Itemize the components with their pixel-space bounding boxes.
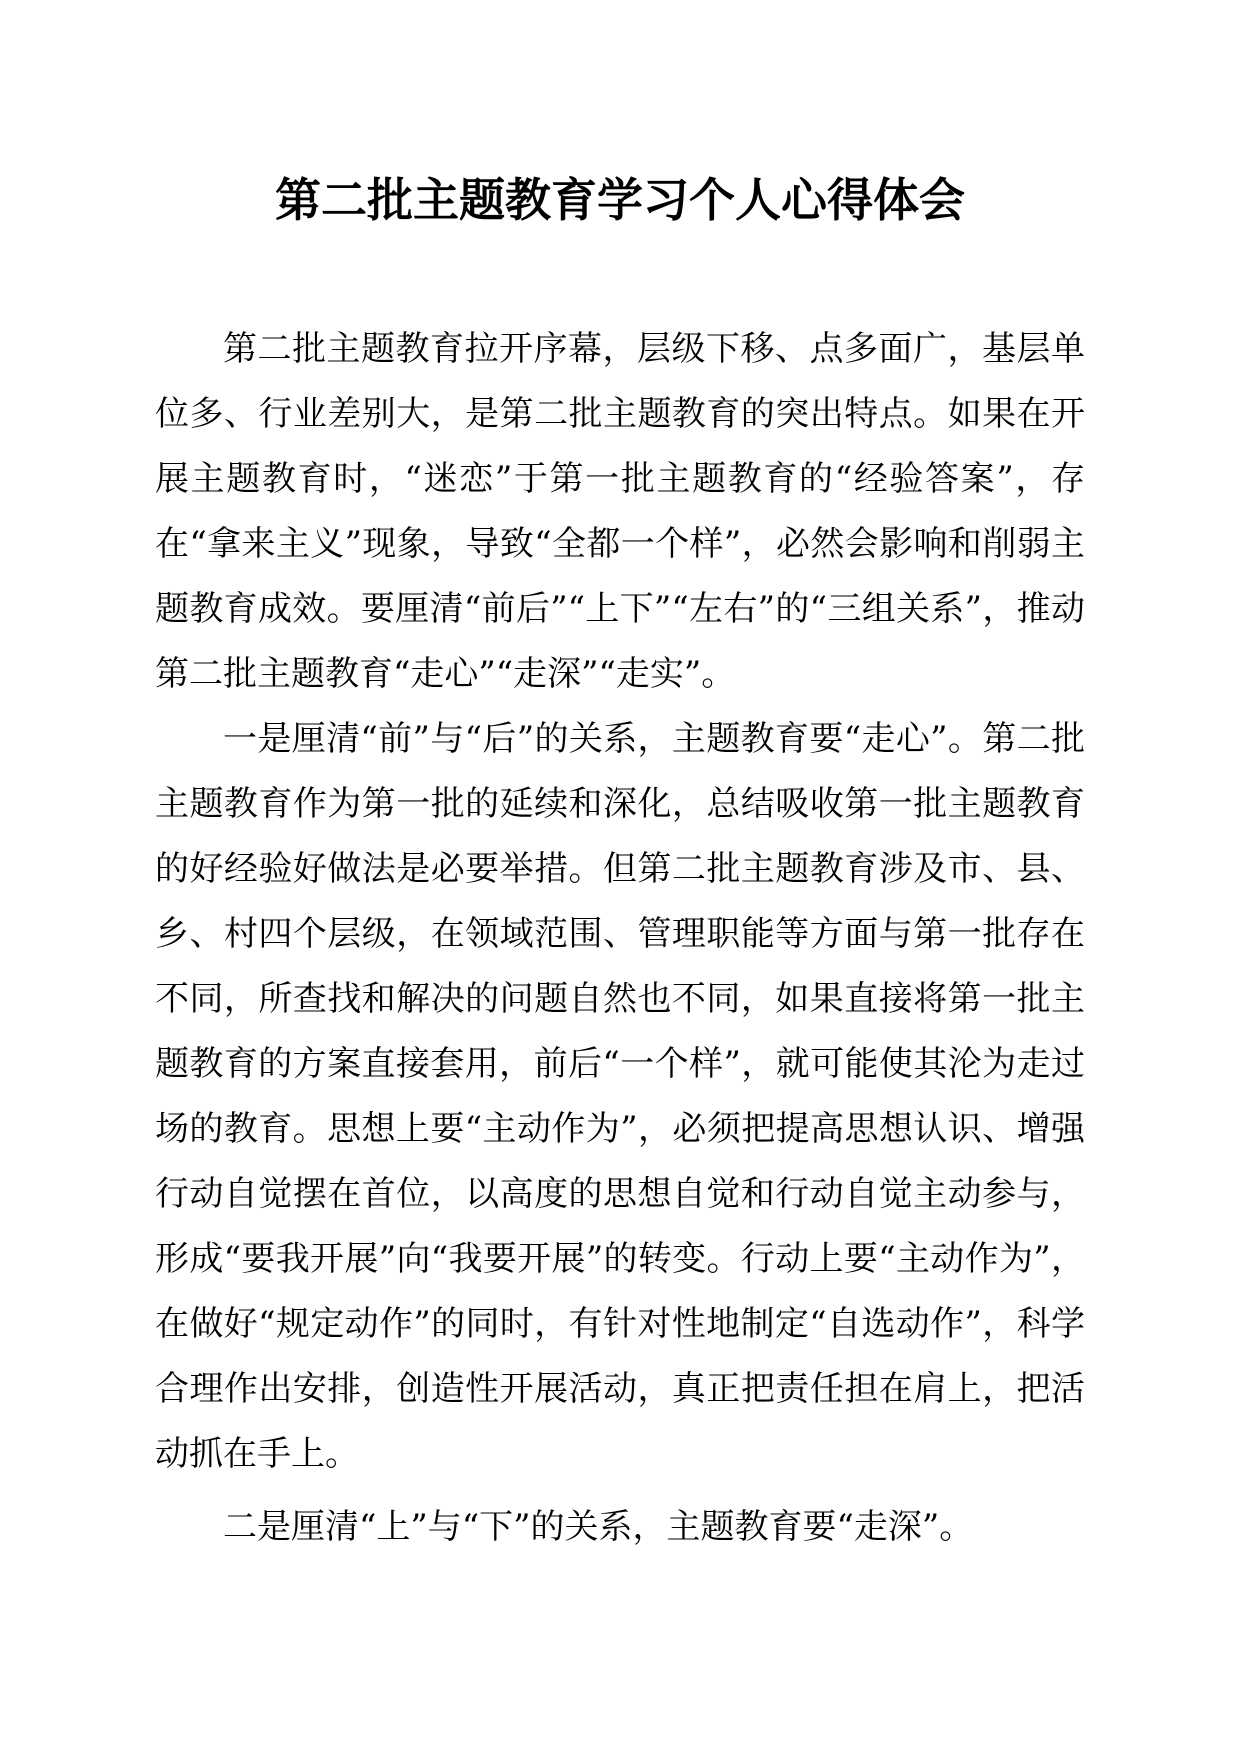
paragraph-intro: 第二批主题教育拉开序幕，层级下移、点多面广，基层单位多、行业差别大，是第二批主题教育的突出特点。如果在开展主题教育时，“迷恋”于第一批主题教育的“经验答案”，存在“拿来主义”现象，导致“全都一个样”，必然会影响和削弱主题教育成效。要厘清“前后”“上下”“左右”的“三组关系”，推动第二批主题教育“走心”“走深”“走实”。 <box>155 329 1085 694</box>
document-title: 第二批主题教育学习个人心得体会 <box>275 173 965 227</box>
paragraph-point-one: 一是厘清“前”与“后”的关系，主题教育要“走心”。第二批主题教育作为第一批的延续和深化，总结吸收第一批主题教育的好经验好做法是必要举措。但第二批主题教育涉及市、县、乡、村四个层级，在领域范围、管理职能等方面与第一批存在不同，所查找和解决的问题自然也不同，如果直接将第一批主题教育的方案直接套用，前后“一个样”，就可能使其沦为走过场的教育。思想上要“主动作为”，必须把提高思想认识、增强行动自觉摆在首位，以高度的思想自觉和行动自觉主动参与，形成“要我开展”向“我要开展”的转变。行动上要“主动作为”，在做好“规定动作”的同时，有针对性地制定“自选动作”，科学合理作出安排，创造性开展活动，真正把责任担在肩上，把活动抓在手上。 <box>155 719 1085 1474</box>
document-body <box>155 317 1085 1560</box>
paragraph-point-two: 二是厘清“上”与“下”的关系，主题教育要“走深”。 <box>223 1507 974 1547</box>
